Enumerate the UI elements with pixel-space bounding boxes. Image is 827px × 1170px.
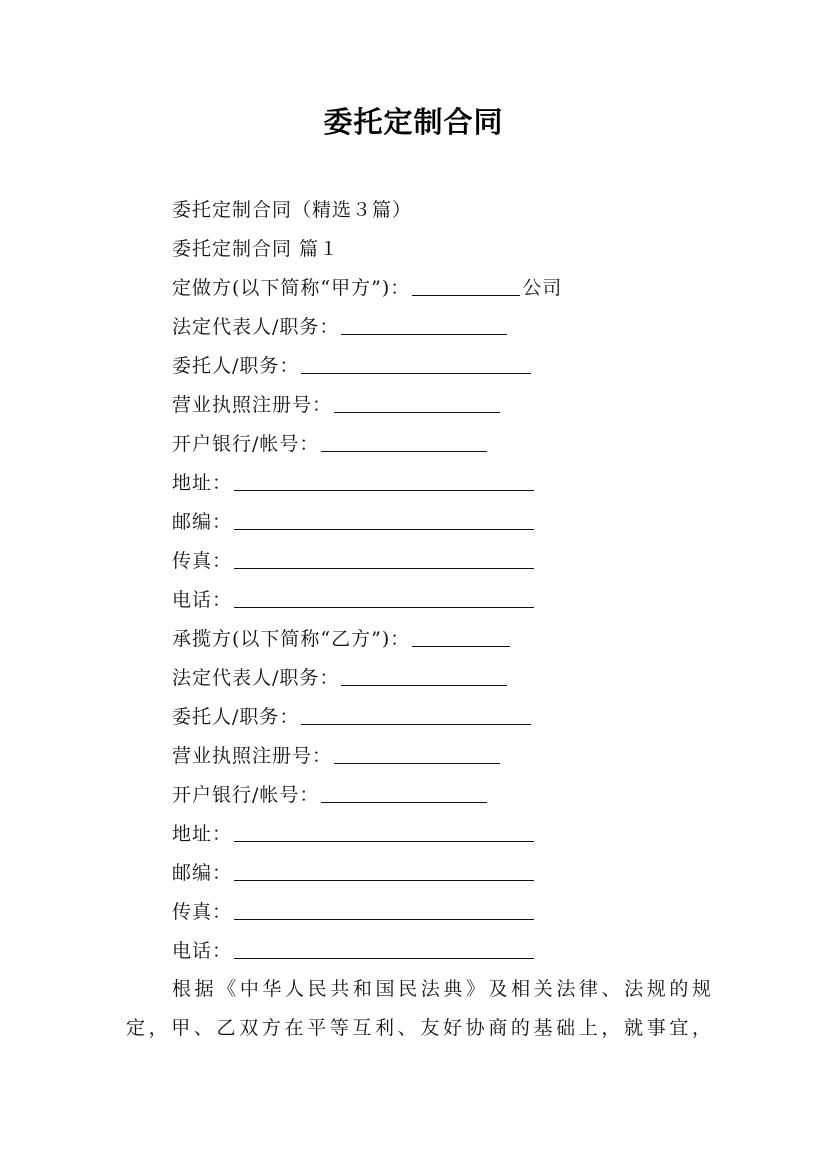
field-label: 传真： — [172, 901, 233, 923]
party-b-address — [172, 817, 732, 856]
party-b-phone-blank[interactable] — [234, 934, 534, 959]
field-label: 地址： — [172, 823, 233, 845]
party-a-phone-blank[interactable] — [234, 583, 534, 608]
field-label: 委托人/职务： — [172, 355, 300, 377]
party-b-bank-blank[interactable] — [321, 778, 487, 803]
field-label: 传真： — [172, 550, 233, 572]
subtitle: 委托定制合同（精选３篇） — [172, 199, 413, 221]
party-a-legal-rep-blank[interactable] — [341, 310, 507, 335]
field-label: 电话： — [172, 940, 233, 962]
field-label: 营业执照注册号： — [172, 394, 333, 416]
section-heading: 委托定制合同 篇１ — [172, 238, 340, 260]
party-a-postcode-blank[interactable] — [234, 505, 534, 530]
party-b-header — [172, 622, 732, 661]
field-label: 委托人/职务： — [172, 706, 300, 728]
party-b-company-blank[interactable] — [412, 622, 510, 647]
party-a-header-label: 定做方(以下简称“甲方”)： — [172, 277, 411, 299]
party-a-license — [172, 388, 732, 427]
party-a-phone — [172, 583, 732, 622]
field-label: 电话： — [172, 589, 233, 611]
party-a-legal-rep — [172, 310, 732, 349]
party-b-license — [172, 739, 732, 778]
party-b-address-blank[interactable] — [234, 817, 534, 842]
party-a-address-blank[interactable] — [234, 466, 534, 491]
field-label: 营业执照注册号： — [172, 745, 333, 767]
party-b-legal-rep — [172, 661, 732, 700]
field-label: 邮编： — [172, 862, 233, 884]
party-b-legal-rep-blank[interactable] — [341, 661, 507, 686]
party-a-company-blank[interactable] — [412, 271, 520, 296]
party-b-phone — [172, 934, 732, 973]
field-label: 地址： — [172, 472, 233, 494]
field-label: 法定代表人/职务： — [172, 316, 340, 338]
party-a-bank-blank[interactable] — [321, 427, 487, 452]
paragraph-line-2: 定，甲、乙双方在平等互利、友好协商的基础上，就事宜， — [126, 1017, 712, 1039]
party-a-header — [172, 271, 732, 310]
party-b-fax — [172, 895, 732, 934]
party-b-bank — [172, 778, 732, 817]
paragraph-line-1: 根据《中华人民共和国民法典》及相关法律、法规的规 — [172, 978, 712, 1000]
party-a-license-blank[interactable] — [334, 388, 500, 413]
party-a-bank — [172, 427, 732, 466]
document-title: 委托定制合同 — [323, 105, 504, 139]
party-a-agent-blank[interactable] — [301, 349, 531, 374]
party-b-agent — [172, 700, 732, 739]
field-label: 邮编： — [172, 511, 233, 533]
party-a-address — [172, 466, 732, 505]
party-a-fax — [172, 544, 732, 583]
field-label: 法定代表人/职务： — [172, 667, 340, 689]
party-b-header-label: 承揽方(以下简称“乙方”)： — [172, 628, 411, 650]
field-label: 开户银行/帐号： — [172, 433, 320, 455]
party-a-company-suffix: 公司 — [522, 277, 563, 299]
party-a-agent — [172, 349, 732, 388]
party-a-fax-blank[interactable] — [234, 544, 534, 569]
subtitle-line — [172, 193, 732, 232]
party-b-postcode — [172, 856, 732, 895]
party-b-fax-blank[interactable] — [234, 895, 534, 920]
party-b-license-blank[interactable] — [334, 739, 500, 764]
party-a-postcode — [172, 505, 732, 544]
field-label: 开户银行/帐号： — [172, 784, 320, 806]
contract-fields — [172, 193, 732, 973]
section-heading-line — [172, 232, 732, 271]
body-paragraph — [126, 970, 712, 1048]
party-b-agent-blank[interactable] — [301, 700, 531, 725]
party-b-postcode-blank[interactable] — [234, 856, 534, 881]
